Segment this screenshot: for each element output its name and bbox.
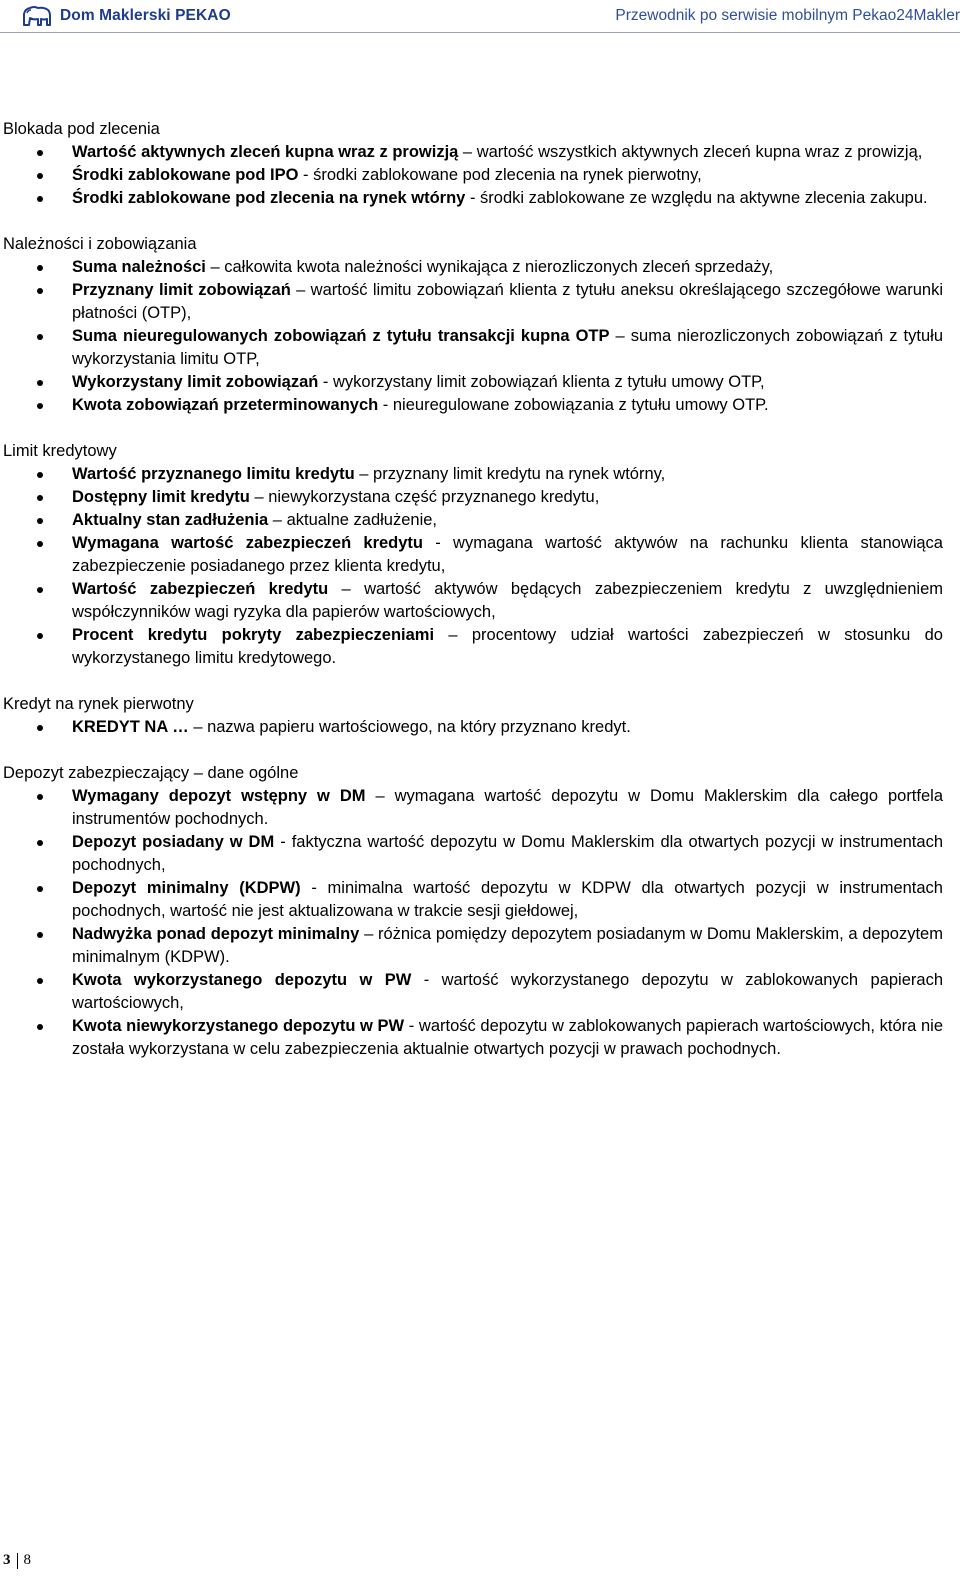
bullet-list xyxy=(3,463,943,670)
list-item xyxy=(3,394,943,417)
definition: – niewykorzystana część przyznanego kredytu, xyxy=(249,488,600,506)
bullet-icon xyxy=(37,196,43,202)
list-item xyxy=(3,463,943,486)
definition: – wartość limitu zobowiązań klienta z tytułu aneksu określającego szczegółowe warunki płatności (OTP), xyxy=(72,281,943,322)
bullet-icon xyxy=(37,288,43,294)
page-header xyxy=(0,0,960,33)
brand-name: Dom Maklerski PEKAO xyxy=(60,7,231,24)
bullet-icon xyxy=(37,725,43,731)
bullet-icon xyxy=(37,633,43,639)
term: Dostępny limit kredytu xyxy=(72,488,250,506)
page-current: 3 xyxy=(3,1552,11,1568)
section xyxy=(3,693,943,739)
list-item xyxy=(3,509,943,532)
bullet-icon xyxy=(37,932,43,938)
term: Wymagana wartość zabezpieczeń kredytu xyxy=(72,534,424,552)
list-item xyxy=(3,923,943,969)
bullet-icon xyxy=(37,886,43,892)
definition: – wartość aktywów będących zabezpieczeniem kredytu z uwzględnieniem współczynników wagi ryzyka dla papierów wartościowych, xyxy=(72,580,943,621)
bullet-icon xyxy=(37,472,43,478)
term: Środki zablokowane pod zlecenia na rynek wtórny xyxy=(72,189,466,207)
list-item xyxy=(3,578,943,624)
bullet-icon xyxy=(37,380,43,386)
definition: - wymagana wartość aktywów na rachunku klienta stanowiąca zabezpieczenie posiadanego przez klienta kredytu, xyxy=(72,534,943,575)
term: Suma należności xyxy=(72,258,206,276)
bullet-icon xyxy=(37,978,43,984)
bullet-icon xyxy=(37,403,43,409)
definition: - środki zablokowane ze względu na aktywne zlecenia zakupu. xyxy=(465,189,928,207)
bullet-list xyxy=(3,785,943,1061)
section-heading: Kredyt na rynek pierwotny xyxy=(3,695,194,713)
page-number-divider xyxy=(17,1553,18,1569)
list-item xyxy=(3,187,943,210)
bullet-icon xyxy=(37,1024,43,1030)
term: Depozyt minimalny (KDPW) xyxy=(72,879,301,897)
list-item xyxy=(3,877,943,923)
term: Procent kredytu pokryty zabezpieczeniami xyxy=(72,626,435,644)
list-item xyxy=(3,969,943,1015)
list-item xyxy=(3,831,943,877)
section-heading: Blokada pod zlecenia xyxy=(3,120,160,138)
definition: - nieuregulowane zobowiązania z tytułu umowy OTP. xyxy=(378,396,769,414)
term: Nadwyżka ponad depozyt minimalny xyxy=(72,925,360,943)
term: Aktualny stan zadłużenia xyxy=(72,511,269,529)
page-total: 8 xyxy=(23,1552,31,1568)
bullet-icon xyxy=(37,150,43,156)
definition: - faktyczna wartość depozytu w Domu Maklerskim dla otwartych pozycji w instrumentach pochodnych, xyxy=(72,833,943,874)
term: Depozyt posiadany w DM xyxy=(72,833,275,851)
definition: - wykorzystany limit zobowiązań klienta z tytułu umowy OTP, xyxy=(318,373,765,391)
definition: – przyznany limit kredytu na rynek wtórny, xyxy=(354,465,666,483)
section-heading: Depozyt zabezpieczający – dane ogólne xyxy=(3,764,299,782)
term: Środki zablokowane pod IPO xyxy=(72,166,299,184)
term: Kwota wykorzystanego depozytu w PW xyxy=(72,971,412,989)
section-heading: Należności i zobowiązania xyxy=(3,235,197,253)
definition: - środki zablokowane pod zlecenia na rynek pierwotny, xyxy=(298,166,702,184)
document-title: Przewodnik po serwisie mobilnym Pekao24Makler xyxy=(615,7,960,24)
bullet-list xyxy=(3,716,943,739)
definition: – różnica pomiędzy depozytem posiadanym w Domu Maklerskim, a depozytem minimalnym (KDPW). xyxy=(72,925,943,966)
bullet-icon xyxy=(37,334,43,340)
section xyxy=(3,762,943,1061)
definition: - wartość depozytu w zablokowanych papierach wartościowych, która nie została wykorzystana w celu zabezpieczenia aktualnie otwartych pozycji w prawach pochodnych. xyxy=(72,1017,943,1058)
term: Kwota zobowiązań przeterminowanych xyxy=(72,396,379,414)
term: Przyznany limit zobowiązań xyxy=(72,281,291,299)
term: Wartość zabezpieczeń kredytu xyxy=(72,580,329,598)
bullet-icon xyxy=(37,794,43,800)
bullet-icon xyxy=(37,587,43,593)
list-item xyxy=(3,716,943,739)
section xyxy=(3,233,943,417)
term: Wartość aktywnych zleceń kupna wraz z prowizją xyxy=(72,143,459,161)
bullet-icon xyxy=(37,541,43,547)
term: Wartość przyznanego limitu kredytu xyxy=(72,465,355,483)
bullet-icon xyxy=(37,840,43,846)
brand-logo xyxy=(22,4,231,28)
term: Wymagany depozyt wstępny w DM xyxy=(72,787,366,805)
list-item xyxy=(3,371,943,394)
list-item xyxy=(3,256,943,279)
bullet-icon xyxy=(37,265,43,271)
definition: - minimalna wartość depozytu w KDPW dla otwartych pozycji w instrumentach pochodnych, wartość nie jest aktualizowana w trakcie sesji giełdowej, xyxy=(72,879,943,920)
list-item xyxy=(3,532,943,578)
bullet-list xyxy=(3,141,943,210)
list-item xyxy=(3,279,943,325)
list-item xyxy=(3,164,943,187)
document-body xyxy=(3,118,943,1084)
list-item xyxy=(3,785,943,831)
section-heading: Limit kredytowy xyxy=(3,442,117,460)
bison-logo-icon xyxy=(22,5,52,27)
page-number xyxy=(3,1552,31,1569)
list-item xyxy=(3,325,943,371)
definition: – wymagana wartość depozytu w Domu Maklerskim dla całego portfela instrumentów pochodnych. xyxy=(72,787,943,828)
definition: – nazwa papieru wartościowego, na który przyznano kredyt. xyxy=(188,718,631,736)
term: Wykorzystany limit zobowiązań xyxy=(72,373,319,391)
section xyxy=(3,440,943,670)
list-item xyxy=(3,624,943,670)
definition: – wartość wszystkich aktywnych zleceń kupna wraz z prowizją, xyxy=(458,143,923,161)
bullet-icon xyxy=(37,173,43,179)
term: KREDYT NA … xyxy=(72,718,189,736)
list-item xyxy=(3,486,943,509)
list-item xyxy=(3,1015,943,1061)
definition: - wartość wykorzystanego depozytu w zablokowanych papierach wartościowych, xyxy=(72,971,943,1012)
term: Kwota niewykorzystanego depozytu w PW xyxy=(72,1017,405,1035)
definition: – suma nierozliczonych zobowiązań z tytułu wykorzystania limitu OTP, xyxy=(72,327,943,368)
definition: – całkowita kwota należności wynikająca z nierozliczonych zleceń sprzedaży, xyxy=(205,258,774,276)
definition: – aktualne zadłużenie, xyxy=(268,511,438,529)
section xyxy=(3,118,943,210)
bullet-icon xyxy=(37,518,43,524)
bullet-list xyxy=(3,256,943,417)
term: Suma nieuregulowanych zobowiązań z tytułu transakcji kupna OTP xyxy=(72,327,610,345)
definition: – procentowy udział wartości zabezpieczeń w stosunku do wykorzystanego limitu kredytowego. xyxy=(72,626,943,667)
list-item xyxy=(3,141,943,164)
bullet-icon xyxy=(37,495,43,501)
